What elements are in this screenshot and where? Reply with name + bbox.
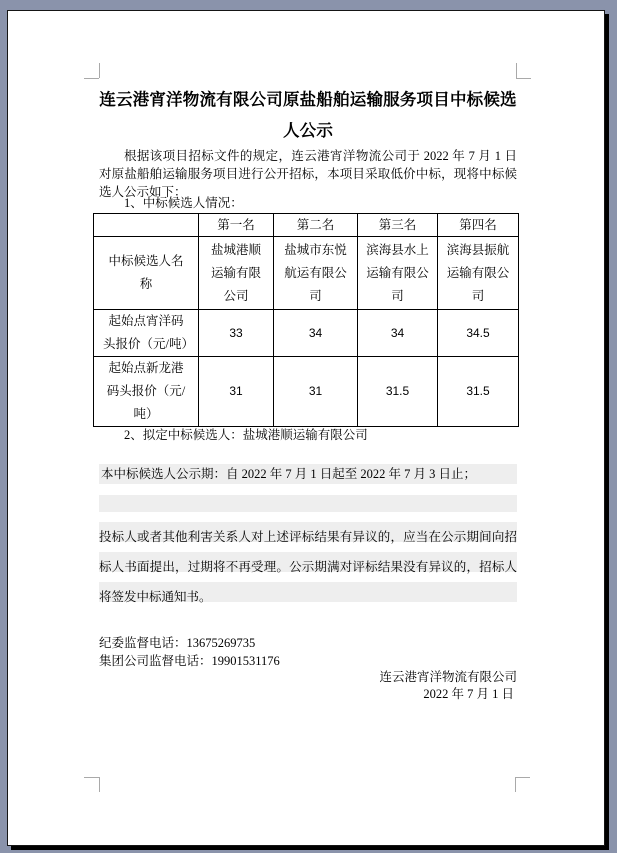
- crop-mark-top-left-icon: [84, 78, 99, 79]
- page-title-line-1: 连云港宵洋物流有限公司原盐船舶运输服务项目中标候选: [99, 90, 517, 109]
- header-cell-rank-3: 第三名: [358, 214, 438, 237]
- signature-company: 连云港宵洋物流有限公司: [379, 670, 517, 684]
- table-row-price-xiaoyang: [94, 310, 519, 357]
- price-cell: 33: [199, 310, 274, 357]
- section-2-heading: 2、拟定中标候选人：盐城港顺运输有限公司: [124, 428, 368, 442]
- price-cell: 31.5: [358, 357, 438, 427]
- crop-mark-bottom-right-icon: [515, 777, 530, 778]
- section-1-heading: 1、中标候选人情况：: [124, 196, 243, 210]
- discipline-phone-line: 纪委监督电话：13675269735: [99, 636, 256, 650]
- signature-date: 2022 年 7 月 1 日: [423, 686, 514, 701]
- table-row-price-xinlonggang: [94, 357, 519, 427]
- page-title: [99, 84, 517, 146]
- signature-block: [99, 669, 517, 702]
- intro-paragraph: 根据该项目招标文件的规定，连云港宵洋物流公司于 2022 年 7 月 1 日对原盐船舶运输服务项目进行公开招标，本项目采取低价中标，现将中标候选人公示如下：: [99, 149, 517, 199]
- candidate-name-cell: 盐城港顺运输有限公司: [199, 237, 274, 310]
- page-title-line-2: 人公示: [282, 121, 334, 140]
- price-cell: 34.5: [438, 310, 519, 357]
- candidate-name-cell: 滨海县振航运输有限公司: [438, 237, 519, 310]
- objection-notice-paragraph: 投标人或者其他利害关系人对上述评标结果有异议的，应当在公示期间向招标人书面提出，过期将不再受理。公示期满对评标结果没有异议的，招标人将签发中标通知书。: [99, 522, 517, 608]
- price-cell: 34: [274, 310, 358, 357]
- crop-mark-top-left-icon: [99, 63, 100, 78]
- highlight-blank-line: [99, 495, 517, 512]
- crop-mark-top-right-icon: [516, 63, 517, 78]
- row-label-cell: 中标候选人名称: [94, 237, 199, 310]
- header-cell-rank-1: 第一名: [199, 214, 274, 237]
- price-cell: 31: [274, 357, 358, 427]
- candidate-name-cell: 盐城市东悦航运有限公司: [274, 237, 358, 310]
- crop-mark-bottom-left-icon: [99, 777, 100, 792]
- price-cell: 31.5: [438, 357, 519, 427]
- notice-period-line: 本中标候选人公示期：自 2022 年 7 月 1 日起至 2022 年 7 月 3 日止；: [99, 464, 517, 484]
- crop-mark-bottom-left-icon: [84, 777, 99, 778]
- row-label-cell: 起始点宵洋码头报价（元/吨）: [94, 310, 199, 357]
- candidate-name-cell: 滨海县水上运输有限公司: [358, 237, 438, 310]
- price-cell: 34: [358, 310, 438, 357]
- crop-mark-top-right-icon: [516, 78, 531, 79]
- group-phone-line: 集团公司监督电话：19901531176: [99, 653, 280, 668]
- crop-mark-bottom-right-icon: [515, 777, 516, 792]
- header-cell-blank: [94, 214, 199, 237]
- header-cell-rank-4: 第四名: [438, 214, 519, 237]
- document-page: [7, 10, 605, 846]
- row-label-cell: 起始点新龙港码头报价（元/吨）: [94, 357, 199, 427]
- header-cell-rank-2: 第二名: [274, 214, 358, 237]
- bid-candidates-table: [93, 213, 519, 427]
- table-row-candidate-names: [94, 237, 519, 310]
- supervision-phones: [99, 635, 517, 670]
- price-cell: 31: [199, 357, 274, 427]
- table-header-row: [94, 214, 519, 237]
- document-body: [99, 78, 517, 777]
